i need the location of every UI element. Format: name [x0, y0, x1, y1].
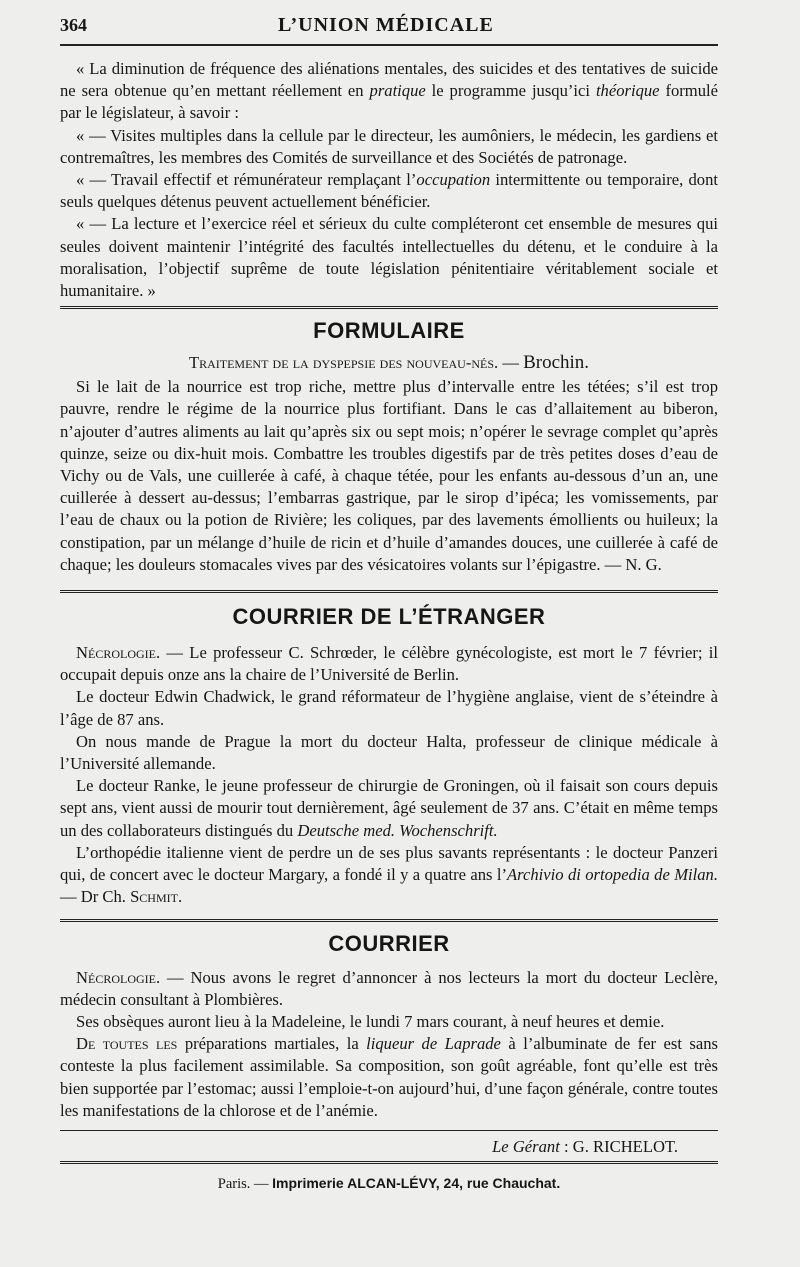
intro-paragraph-3: « — Travail effectif et rémunérateur remplaçant l’occupation intermittente ou temporaire, dont seuls quelques détenus peuvent actuellement bénéficier.: [60, 170, 718, 212]
intro-paragraph-2: « — Visites multiples dans la cellule par le directeur, les aumôniers, le médecin, les gardiens et contremaîtres, les membres des Comités de surveillance et des Sociétés de patronage.: [60, 125, 718, 167]
page-number: 364: [60, 15, 87, 35]
section-divider: [60, 919, 718, 925]
formulaire-section: [60, 318, 718, 576]
intro-paragraph-4: « — La lecture et l’exercice réel et sérieux du culte compléteront cet ensemble de mesures qui seules doivent maintenir l’intégrité des facultés intellectuelles du détenu, et le conduire à la moralisation, l’objectif suprême de toute législation pénitentiaire véritablement sociale et humanitaire. »: [60, 214, 718, 301]
courrier-etranger-section: [60, 604, 718, 908]
imprint: Paris. — Imprimerie ALCAN-LÉVY, 24, rue Chauchat.: [217, 1174, 561, 1192]
courrier-paragraph-1: Nécrologie. — Nous avons le regret d’annoncer à nos lecteurs la mort du docteur Leclère, médecin consultant à Plombières.: [60, 967, 718, 1009]
intro-section: [60, 58, 718, 302]
etranger-paragraph-2: Le docteur Edwin Chadwick, le grand réformateur de l’hygiène anglaise, vient de s’éteindre à l’âge de 87 ans.: [60, 687, 718, 729]
section-divider: [60, 306, 718, 312]
etranger-paragraph-4: Le docteur Ranke, le jeune professeur de chirurgie de Groningen, où il faisait son cours depuis sept ans, vient aussi de mourir tout dernièrement, âgé seulement de 37 ans. C’était en même temps un des collaborateurs distingués du Deutsche med. Wochenschrift.: [60, 776, 718, 840]
courrier-paragraph-2: Ses obsèques auront lieu à la Madeleine, le lundi 7 mars courant, à neuf heures et demie.: [76, 1011, 665, 1031]
page-header: [60, 14, 718, 42]
courrier-paragraph-3: De toutes les préparations martiales, la liqueur de Laprade à l’albuminate de fer est sans conteste la plus facilement assimilable. Sa composition, son goût agréable, font qu’elle est très bien supportée par l’estomac; aussi l’emploie-t-on aujourd’hui, d’une façon générale, contre toutes les manifestations de la chlorose et de l’anémie.: [60, 1034, 718, 1120]
signature: Le Gérant : G. RICHELOT.: [492, 1136, 678, 1156]
formulaire-text: Si le lait de la nourrice est trop riche, mettre plus d’intervalle entre les tétées; s’il est trop pauvre, rendre le régime de la nourrice plus fortifiant. Dans le cas d’allaitement au biberon, n’ajouter d’autres aliments au lait qu’après six ou sept mois; n’opérer le sevrage complet qu’après quinze, seize ou dix-huit mois. Combattre les troubles digestifs par de très petites doses d’eau de Vichy ou de Vals, une cuillerée à café, à chaque tétée, pour les enfants au-dessous d’un an, une cuillerée à dessert au-dessus; l’embarras gastrique, par le sirop d’ipéca; les vomissements, par l’eau de chaux ou la potion de Rivière; les coliques, par des lavements émollients ou huileux; la constipation, par un mélange d’huile de ricin et d’huile d’amandes douces, une cuillerée à café de chaque; les douleurs stomacales vives par des vésicatoires volants sur l’épigastre. — N. G.: [60, 377, 718, 574]
etranger-paragraph-1: Nécrologie. — Le professeur C. Schrœder, le célèbre gynécologiste, est mort le 7 février; il occupait depuis onze ans la chaire de l’Université de Berlin.: [60, 643, 718, 685]
section-title-courrier: COURRIER: [328, 930, 450, 956]
footer-rule: [60, 1161, 718, 1167]
running-title: L’UNION MÉDICALE: [278, 14, 494, 36]
section-title-courrier-etranger: COURRIER DE L’ÉTRANGER: [232, 604, 546, 630]
header-rule: [60, 44, 718, 46]
section-divider: [60, 590, 718, 596]
etranger-paragraph-5: L’orthopédie italienne vient de perdre un de ses plus savants représentants : le docteur Panzeri qui, de concert avec le docteur Margary, a fondé il y a quatre ans l’Archivio di ortopedia de Milan. — Dr Ch. Schmit.: [60, 842, 718, 907]
section-title-formulaire: FORMULAIRE: [313, 318, 465, 344]
formulaire-rubric: Traitement de la dyspepsie des nouveau-nés. — Brochin.: [188, 352, 590, 374]
etranger-paragraph-3: On nous mande de Prague la mort du docteur Halta, professeur de clinique médicale à l’Université allemande.: [60, 731, 718, 774]
courrier-section: [60, 931, 718, 1122]
signature-rule: [60, 1130, 718, 1131]
intro-paragraph-1: « La diminution de fréquence des aliénations mentales, des suicides et des tentatives de suicide ne sera obtenue qu’en mettant réellement en pratique le programme jusqu’ici théorique formulé par le législateur, à savoir :: [60, 59, 718, 123]
